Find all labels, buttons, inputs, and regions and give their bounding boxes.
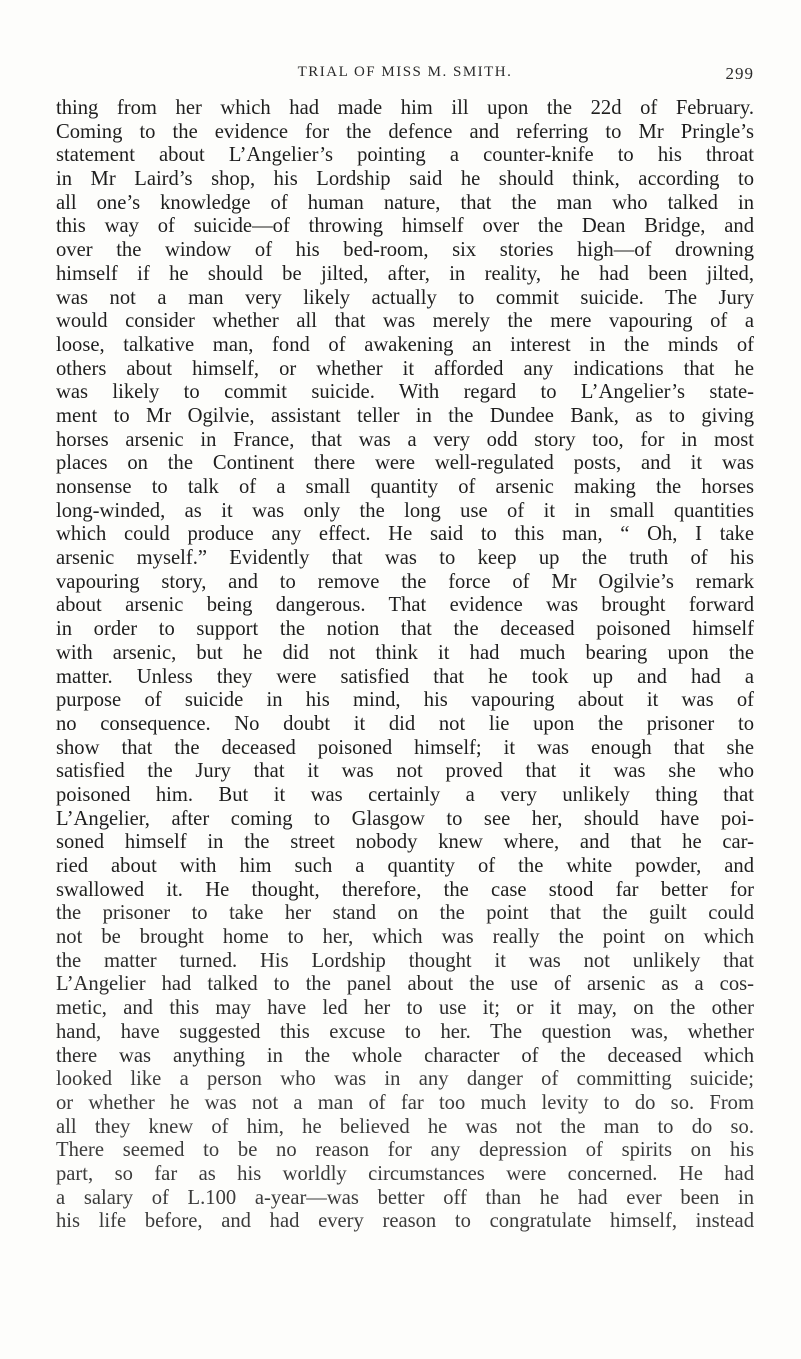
text-line: ried about with him such a quantity of the white powder, and <box>56 855 754 877</box>
text-line: L’Angelier, after coming to Glasgow to see her, should have poi- <box>56 807 754 830</box>
text-line: was not a man very likely actually to commit suicide. The Jury <box>56 286 754 309</box>
text-line: this way of suicide—of throwing himself over the Dean Bridge, and <box>56 215 754 238</box>
text-line: looked like a person who was in any danger of committing suicide; <box>56 1068 754 1091</box>
text-line: satisfied the Jury that it was not proved that it was she who <box>56 760 754 783</box>
text-line: purpose of suicide in his mind, his vapouring about it was of <box>56 689 754 712</box>
text-line: part, so far as his worldly circumstances were concerned. He had <box>56 1162 754 1185</box>
text-line: L’Angelier had talked to the panel about the use of arsenic as a cos- <box>56 973 754 996</box>
text-line: would consider whether all that was merely the mere vapouring of a <box>56 310 754 333</box>
text-line: nonsense to talk of a small quantity of arsenic making the horses <box>56 476 754 498</box>
text-line: loose, talkative man, fond of awakening an interest in the minds of <box>56 333 754 356</box>
text-line: in order to support the notion that the deceased poisoned himself <box>56 618 754 641</box>
text-line: statement about L’Angelier’s pointing a counter-knife to his throat <box>56 144 754 167</box>
text-line: the matter turned. His Lordship thought it was not unlikely that <box>56 949 754 972</box>
text-line: not be brought home to her, which was really the point on which <box>56 926 754 949</box>
text-line: or whether he was not a man of far too much levity to do so. From <box>56 1091 754 1114</box>
text-line: about arsenic being dangerous. That evidence was brought forward <box>56 594 754 617</box>
running-header <box>56 64 754 88</box>
text-line: was likely to commit suicide. With regard to L’Angelier’s state- <box>56 381 754 404</box>
text-line: all they knew of him, he believed he was not the man to do so. <box>56 1115 754 1138</box>
text-line: poisoned him. But it was certainly a very unlikely thing that <box>56 783 754 806</box>
text-line: places on the Continent there were well-regulated posts, and it was <box>56 452 754 475</box>
text-line: his life before, and had every reason to congratulate himself, instead <box>56 1210 754 1233</box>
text-line: Coming to the evidence for the defence and referring to Mr Pringle’s <box>56 120 754 143</box>
text-line: soned himself in the street nobody knew where, and that he car- <box>56 831 754 854</box>
text-line: no consequence. No doubt it did not lie upon the prisoner to <box>56 712 754 735</box>
text-line: swallowed it. He thought, therefore, the case stood far better for <box>56 878 754 901</box>
text-line: there was anything in the whole character of the deceased which <box>56 1044 754 1067</box>
text-line: thing from her which had made him ill upon the 22d of February. <box>56 97 754 119</box>
text-line: horses arsenic in France, that was a very odd story too, for in most <box>56 428 754 451</box>
text-line: with arsenic, but he did not think it had much bearing upon the <box>56 641 754 664</box>
text-line: a salary of L.100 a-year—was better off than he had ever been in <box>56 1186 754 1209</box>
text-line: the prisoner to take her stand on the point that the guilt could <box>56 902 754 925</box>
text-line: metic, and this may have led her to use it; or it may, on the other <box>56 997 754 1020</box>
text-line: himself if he should be jilted, after, in reality, he had been jilted, <box>56 262 754 285</box>
text-line: vapouring story, and to remove the force of Mr Ogilvie’s remark <box>56 570 754 593</box>
page-number: 299 <box>725 64 754 83</box>
text-line: There seemed to be no reason for any depression of spirits on his <box>56 1139 754 1162</box>
text-line: long-winded, as it was only the long use of it in small quantities <box>56 499 754 522</box>
text-line: matter. Unless they were satisfied that he took up and had a <box>56 665 754 688</box>
text-line: arsenic myself.” Evidently that was to keep up the truth of his <box>56 547 754 570</box>
body-paragraph <box>56 97 754 1234</box>
text-line: hand, have suggested this excuse to her. The question was, whether <box>56 1020 754 1043</box>
text-line: ment to Mr Ogilvie, assistant teller in the Dundee Bank, as to giving <box>56 404 754 427</box>
text-line: which could produce any effect. He said to this man, “ Oh, I take <box>56 523 754 546</box>
text-line: others about himself, or whether it afforded any indications that he <box>56 357 754 380</box>
running-title: TRIAL OF MISS M. SMITH. <box>297 64 513 80</box>
text-line: over the window of his bed-room, six stories high—of drowning <box>56 239 754 262</box>
text-line: in Mr Laird’s shop, his Lordship said he should think, according to <box>56 168 754 191</box>
text-line: show that the deceased poisoned himself; it was enough that she <box>56 736 754 759</box>
text-line: all one’s knowledge of human nature, that the man who talked in <box>56 191 754 214</box>
